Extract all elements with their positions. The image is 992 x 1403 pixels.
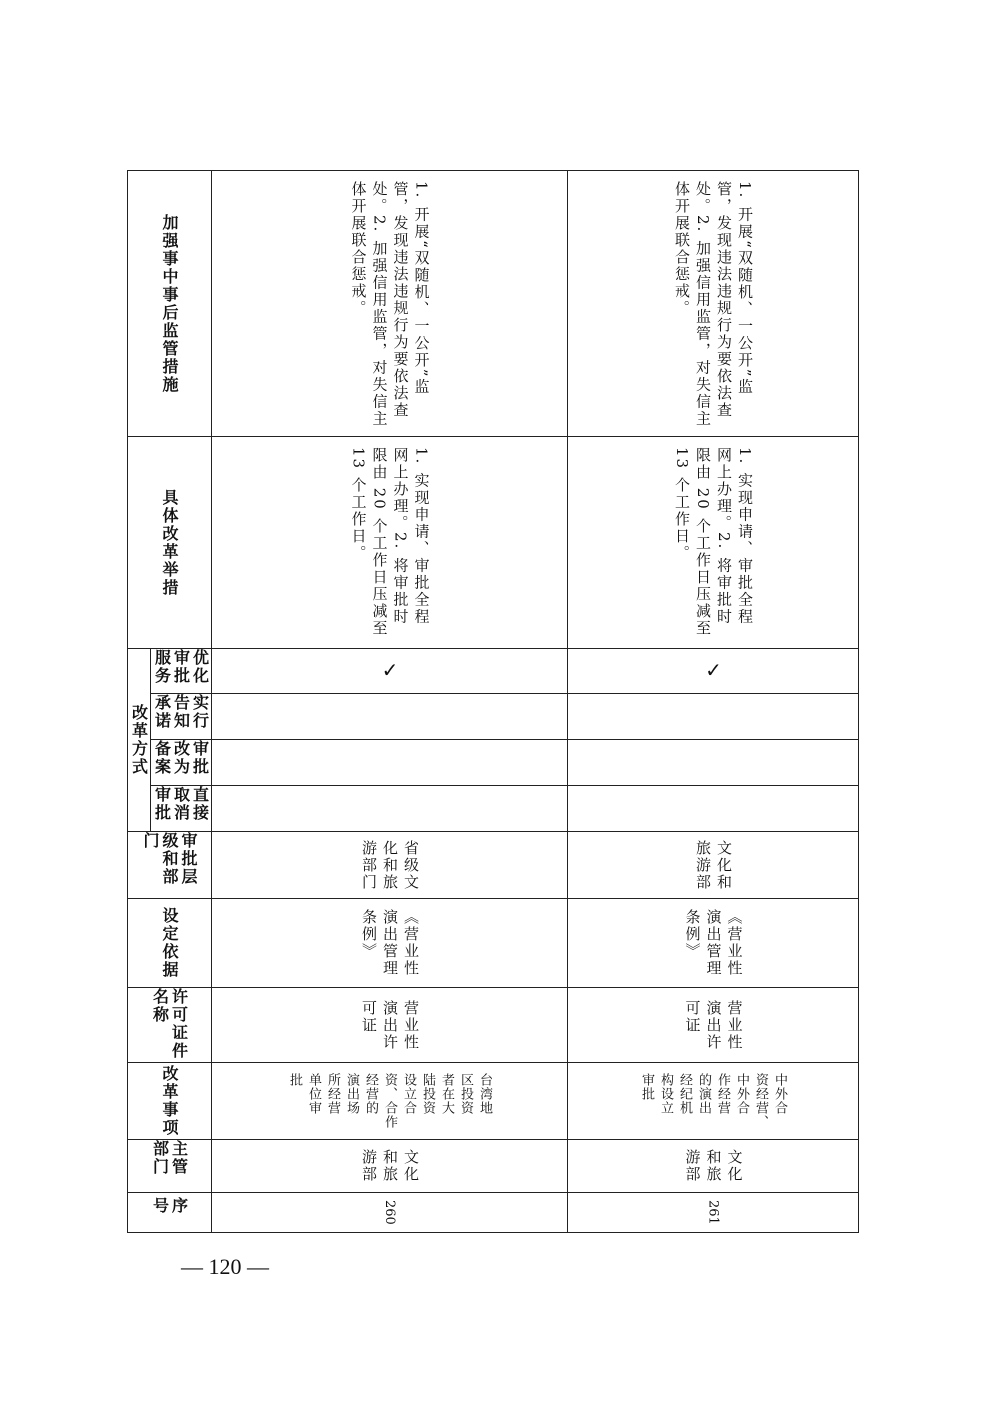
- row-260-optimize-check: ✓: [378, 658, 402, 684]
- header-optimize-approval: 优化审批服务: [152, 649, 210, 685]
- row-261-filing: [568, 740, 858, 785]
- row-261-notify: [568, 694, 858, 739]
- header-measures: 加强事中事后监管措施: [160, 213, 179, 394]
- row-260-legal-basis: 《营业性 演出管理 条例》: [360, 909, 420, 977]
- row-261-legal-basis: 《营业性 演出管理 条例》: [683, 909, 744, 977]
- header-specific-measures: 具体改革举措: [160, 488, 179, 597]
- page-number: — 120 —: [181, 1254, 269, 1279]
- row-261-sequence: 261: [705, 1200, 721, 1225]
- header-cancel-approval: 直接取消审批: [152, 786, 210, 822]
- header-approval-to-filing: 审批改为备案: [152, 740, 210, 776]
- header-reform-mode: 改革方式: [129, 704, 149, 776]
- row-260-cancel: [212, 786, 567, 831]
- row-260-notify: [212, 694, 567, 739]
- header-legal-basis: 设定依据: [160, 907, 179, 979]
- header-notify-commit: 实行告知承诺: [152, 694, 210, 730]
- row-260-sequence: 260: [382, 1200, 397, 1225]
- row-260-measures: 1. 开展“双随机、一公开”监管，发现违法违规行为要依法查处。2. 加强信用监管，对失信主体开展联合惩戒。: [349, 181, 431, 428]
- row-261-cancel: [568, 786, 858, 831]
- row-261-department: 文化 和旅 游部: [683, 1149, 744, 1183]
- row-261-approval-level: 文化和 旅游部: [694, 839, 733, 891]
- row-260-specific-measures: 1. 实现申请、审批全程网上办理。2. 将审批时限由 20 个工作日压减至 13 个工作日。: [349, 447, 431, 637]
- row-261-license-name: 营业性 演出许 可证: [683, 999, 744, 1051]
- row-260-reform-item: 台湾地 区投资 者在大 陆投资 设立合 资、合作 经营的 演出场 所经营 单位审 批: [287, 1073, 492, 1129]
- row-261-measures: 1. 开展“双随机、一公开”监管，发现违法违规行为要依法查处。2. 加强信用监管，对失信主体开展联合惩戒。: [673, 181, 754, 428]
- header-department: 主管部门: [150, 1140, 189, 1176]
- row-261-reform-item: 中外合 资经营、 中外合 作经营 的演出 经纪机 构设立 审批: [639, 1073, 787, 1129]
- table-border-right: [858, 170, 859, 1233]
- header-sequence: 序号: [150, 1197, 189, 1215]
- header-reform-item: 改革事项: [160, 1065, 179, 1137]
- table-border-bottom: [127, 1232, 859, 1233]
- header-license-name: 许可证件名称: [150, 988, 189, 1060]
- row-260-filing: [212, 740, 567, 785]
- row-261-specific-measures: 1. 实现申请、审批全程网上办理。2. 将审批时限由 20 个工作日压减至 13 个工作日。: [673, 447, 754, 637]
- row-260-department: 文化 和旅 游部: [360, 1149, 420, 1183]
- header-approval-level: 审批层级和部门: [141, 832, 198, 886]
- row-260-approval-level: 省级文 化和旅 游部门: [360, 839, 420, 891]
- row-261-optimize-check: ✓: [701, 658, 726, 684]
- row-260-license-name: 营业性 演出许 可证: [360, 999, 420, 1051]
